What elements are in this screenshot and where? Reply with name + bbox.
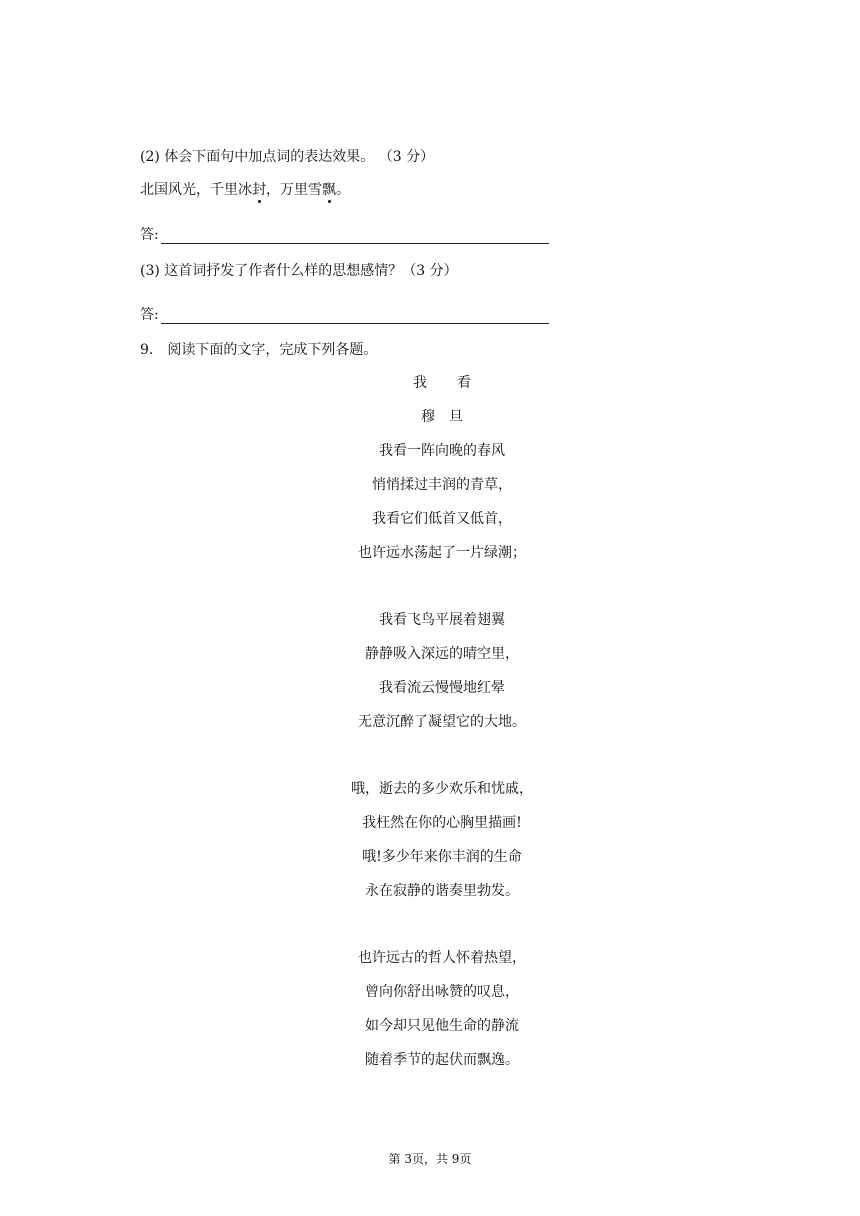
poem-title-char-2: 看 [457, 375, 471, 391]
question-2-quote [140, 179, 350, 199]
poem-line: 曾向你舒出咏赞的叹息， [365, 984, 519, 1000]
answer-blank[interactable] [161, 229, 549, 244]
poem-author-char-1: 穆 [421, 409, 435, 425]
poem-line: 永在寂静的谐奏里勃发。 [365, 883, 519, 899]
poem-line: 哦!多少年来你丰润的生命 [362, 849, 522, 865]
answer-label: 答: [140, 227, 159, 243]
poem-title [0, 372, 860, 392]
poem-line: 我看流云慢慢地红晕 [379, 680, 505, 696]
poem-author [0, 406, 860, 426]
quote-text-start: 北国风光，千里冰 [140, 182, 252, 198]
poem-line: 悄悄揉过丰润的青草， [372, 477, 512, 493]
question-2-answer-line[interactable] [140, 224, 549, 244]
poem-line: 我看一阵向晚的春风 [379, 443, 505, 459]
question-2-prompt: (2) 体会下面句中加点词的表达效果。 （3 分） [140, 149, 435, 165]
poem-line: 我枉然在你的心胸里描画! [362, 815, 522, 831]
question-3-prompt: (3) 这首词抒发了作者什么样的思想感情？（3 分） [140, 263, 458, 279]
poem-line: 也许远古的哲人怀着热望， [358, 950, 526, 966]
question-9-prompt: 9. 阅读下面的文字，完成下列各题。 [140, 342, 378, 358]
answer-blank[interactable] [161, 309, 549, 324]
emphasized-char-piao: 飘 [322, 179, 336, 199]
quote-text-end: 。 [336, 182, 350, 198]
poem-title-char-1: 我 [413, 375, 427, 391]
page-number: 第 3页，共 9页 [388, 1152, 472, 1166]
poem-author-char-2: 旦 [449, 409, 463, 425]
emphasized-char-feng: 封 [252, 179, 266, 199]
quote-text-middle: ，万里雪 [266, 182, 322, 198]
poem-line: 我看它们低首又低首， [372, 511, 512, 527]
poem-line: 静静吸入深远的晴空里， [365, 646, 519, 662]
poem-line: 无意沉醉了凝望它的大地。 [358, 714, 526, 730]
question-3-answer-line[interactable] [140, 304, 549, 324]
answer-label: 答: [140, 307, 159, 323]
poem-line: 哦，逝去的多少欢乐和忧戚， [351, 781, 533, 797]
poem-line: 随着季节的起伏而飘逸。 [365, 1052, 519, 1068]
poem-line: 我看飞鸟平展着翅翼 [379, 612, 505, 628]
poem-line: 如今却只见他生命的静流 [365, 1018, 519, 1034]
poem-line: 也许远水荡起了一片绿潮； [358, 545, 526, 561]
